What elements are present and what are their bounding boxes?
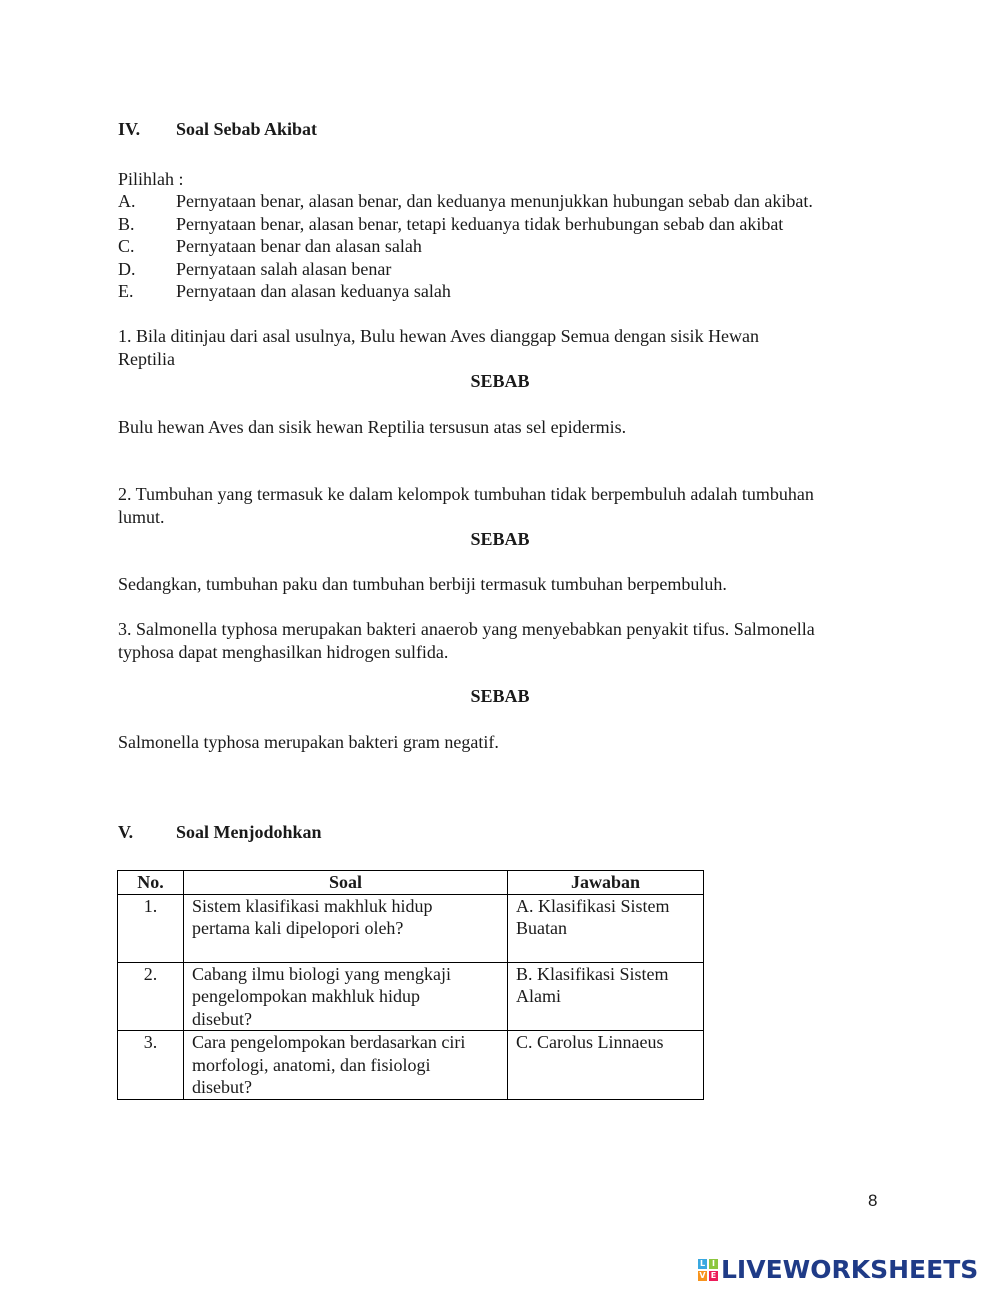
option-text: Pernyataan benar, alasan benar, tetapi keduanya tidak berhubungan sebab dan akibat	[176, 214, 784, 234]
soal-line: Cara pengelompokan berdasarkan ciri	[192, 1032, 466, 1052]
page-number: 8	[868, 1191, 878, 1210]
option-letter: D.	[118, 259, 136, 279]
soal-line: pengelompokan makhluk hidup	[192, 986, 420, 1006]
table-header-row	[118, 871, 704, 895]
liveworksheets-icon	[697, 1258, 719, 1282]
row-jawaban	[508, 1031, 704, 1100]
table-row	[118, 1031, 704, 1100]
table-row	[118, 962, 704, 1031]
option-letter: A.	[118, 191, 136, 211]
row-soal	[184, 962, 508, 1031]
header-soal: Soal	[184, 871, 508, 895]
logo-tile: L	[697, 1258, 708, 1270]
option-text: Pernyataan benar, alasan benar, dan keduanya menunjukkan hubungan sebab dan akibat.	[176, 191, 813, 211]
question-2-statement: 2. Tumbuhan yang termasuk ke dalam kelompok tumbuhan tidak berpembuluh adalah tumbuhan	[118, 484, 814, 504]
logo-tile: E	[708, 1270, 719, 1282]
option-text: Pernyataan salah alasan benar	[176, 259, 392, 279]
row-jawaban	[508, 894, 704, 962]
question-2-connector: SEBAB	[470, 529, 530, 549]
table-row	[118, 894, 704, 962]
soal-line: disebut?	[192, 1077, 252, 1097]
logo-tile: I	[708, 1258, 719, 1270]
option-letter: B.	[118, 214, 135, 234]
soal-line: Sistem klasifikasi makhluk hidup	[192, 895, 433, 916]
row-jawaban	[508, 962, 704, 1031]
header-no: No.	[118, 871, 184, 895]
question-3-connector: SEBAB	[470, 686, 530, 706]
liveworksheets-logo[interactable]	[697, 1255, 978, 1285]
row-number: 3.	[118, 1031, 184, 1100]
header-jawaban: Jawaban	[508, 871, 704, 895]
question-1-statement-cont: Reptilia	[118, 349, 175, 369]
soal-line: Cabang ilmu biologi yang mengkaji	[192, 963, 451, 984]
jawaban-line: B. Klasifikasi Sistem	[516, 963, 669, 984]
soal-line: disebut?	[192, 1008, 252, 1029]
jawaban-line: C. Carolus Linnaeus	[516, 1032, 664, 1052]
row-soal	[184, 894, 508, 962]
jawaban-line: A. Klasifikasi Sistem	[516, 895, 670, 916]
soal-line: pertama kali dipelopori oleh?	[192, 918, 404, 938]
row-soal	[184, 1031, 508, 1100]
section-iv-number: IV.	[118, 119, 141, 139]
jawaban-line: Alami	[516, 986, 561, 1006]
question-3-statement: 3. Salmonella typhosa merupakan bakteri anaerob yang menyebabkan penyakit tifus. Salmonella	[118, 619, 815, 639]
option-letter: E.	[118, 281, 134, 301]
jawaban-line: Buatan	[516, 918, 567, 938]
question-3-statement-cont: typhosa dapat menghasilkan hidrogen sulfida.	[118, 642, 449, 662]
question-3-reason: Salmonella typhosa merupakan bakteri gram negatif.	[118, 732, 499, 752]
option-text: Pernyataan dan alasan keduanya salah	[176, 281, 451, 301]
row-number: 1.	[118, 894, 184, 962]
section-iv-title: Soal Sebab Akibat	[176, 119, 318, 139]
soal-line: morfologi, anatomi, dan fisiologi	[192, 1054, 431, 1075]
section-v-number: V.	[118, 822, 134, 842]
row-number: 2.	[118, 962, 184, 1031]
question-2-statement-cont: lumut.	[118, 507, 165, 527]
question-1-connector: SEBAB	[470, 371, 530, 391]
question-1-statement: 1. Bila ditinjau dari asal usulnya, Bulu hewan Aves dianggap Semua dengan sisik Hewan	[118, 326, 760, 346]
logo-text: LIVEWORKSHEETS	[721, 1254, 979, 1284]
question-1-reason: Bulu hewan Aves dan sisik hewan Reptilia tersusun atas sel epidermis.	[118, 417, 627, 437]
matching-table	[117, 870, 704, 1100]
instruction: Pilihlah :	[118, 169, 184, 189]
section-v-title: Soal Menjodohkan	[176, 822, 322, 842]
option-text: Pernyataan benar dan alasan salah	[176, 236, 422, 256]
logo-tile: V	[697, 1270, 708, 1282]
question-2-reason: Sedangkan, tumbuhan paku dan tumbuhan berbiji termasuk tumbuhan berpembuluh.	[118, 574, 727, 594]
option-letter: C.	[118, 236, 135, 256]
